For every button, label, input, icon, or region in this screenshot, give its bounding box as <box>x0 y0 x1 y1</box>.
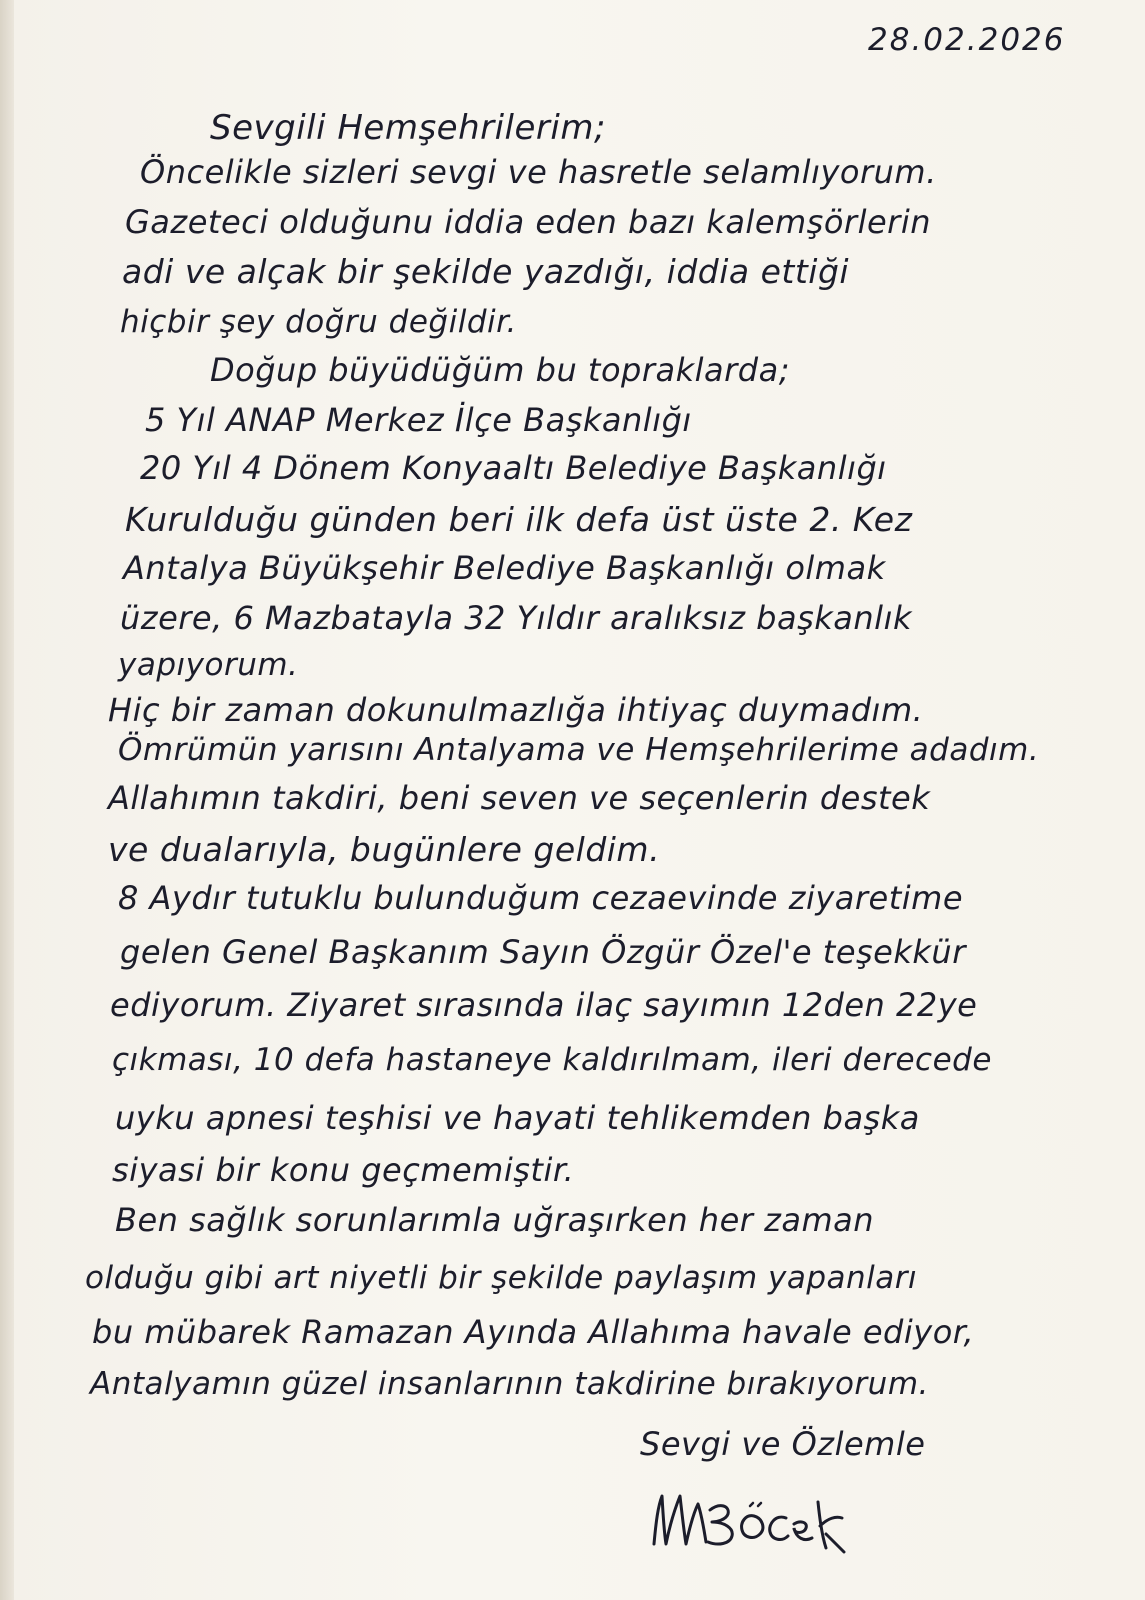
letter-line: siyasi bir konu geçmemiştir. <box>112 1151 575 1189</box>
letter-line: Ömrümün yarısını Antalyama ve Hemşehrilerime adadım. <box>118 732 1040 768</box>
letter-line: 5 Yıl ANAP Merkez İlçe Başkanlığı <box>145 401 692 439</box>
letter-line: gelen Genel Başkanım Sayın Özgür Özel'e teşekkür <box>120 933 966 971</box>
letter-line: Gazeteci olduğunu iddia eden bazı kalemşörlerin <box>125 203 931 241</box>
letter-line: bu mübarek Ramazan Ayında Allahıma havale ediyor, <box>92 1313 975 1351</box>
letter-line: olduğu gibi art niyetli bir şekilde paylaşım yapanları <box>85 1260 918 1296</box>
letter-line: adi ve alçak bir şekilde yazdığı, iddia ettiği <box>122 252 850 291</box>
letter-salutation: Sevgili Hemşehrilerim; <box>210 108 606 148</box>
letter-line: Doğup büyüdüğüm bu topraklarda; <box>210 351 790 389</box>
letter-line: Ben sağlık sorunlarımla uğraşırken her zaman <box>115 1201 875 1239</box>
letter-line: Kurulduğu günden beri ilk defa üst üste 2. Kez <box>125 500 913 539</box>
letter-line: Antalyamın güzel insanlarının takdirine bırakıyorum. <box>90 1366 929 1402</box>
letter-line: üzere, 6 Mazbatayla 32 Yıldır aralıksız başkanlık <box>120 599 912 637</box>
letter-line: uyku apnesi teşhisi ve hayati tehlikemden başka <box>115 1099 920 1137</box>
letter-line: ve dualarıyla, bugünlere geldim. <box>108 830 661 869</box>
letter-closing: Sevgi ve Özlemle <box>640 1425 926 1463</box>
letter-line: Öncelikle sizleri sevgi ve hasretle selamlıyorum. <box>140 153 937 191</box>
letter-date: 28.02.2026 <box>868 22 1066 58</box>
letter-line: Hiç bir zaman dokunulmazlığa ihtiyaç duymadım. <box>108 691 924 729</box>
letter-line: yapıyorum. <box>118 647 299 683</box>
letter-line: Antalya Büyükşehir Belediye Başkanlığı olmak <box>123 549 886 587</box>
letter-line: 8 Aydır tutuklu bulunduğum cezaevinde ziyaretime <box>118 879 964 917</box>
letter-line: çıkması, 10 defa hastaneye kaldırılmam, ileri derecede <box>112 1042 992 1078</box>
letter-line: ediyorum. Ziyaret sırasında ilaç sayımın 12den 22ye <box>110 986 978 1024</box>
letter-line: 20 Yıl 4 Dönem Konyaaltı Belediye Başkanlığı <box>140 449 887 487</box>
letter-line: hiçbir şey doğru değildir. <box>120 304 517 340</box>
paper-edge <box>0 0 14 1600</box>
handwritten-signature <box>650 1482 850 1562</box>
letter-line: Allahımın takdiri, beni seven ve seçenlerin destek <box>108 779 931 817</box>
